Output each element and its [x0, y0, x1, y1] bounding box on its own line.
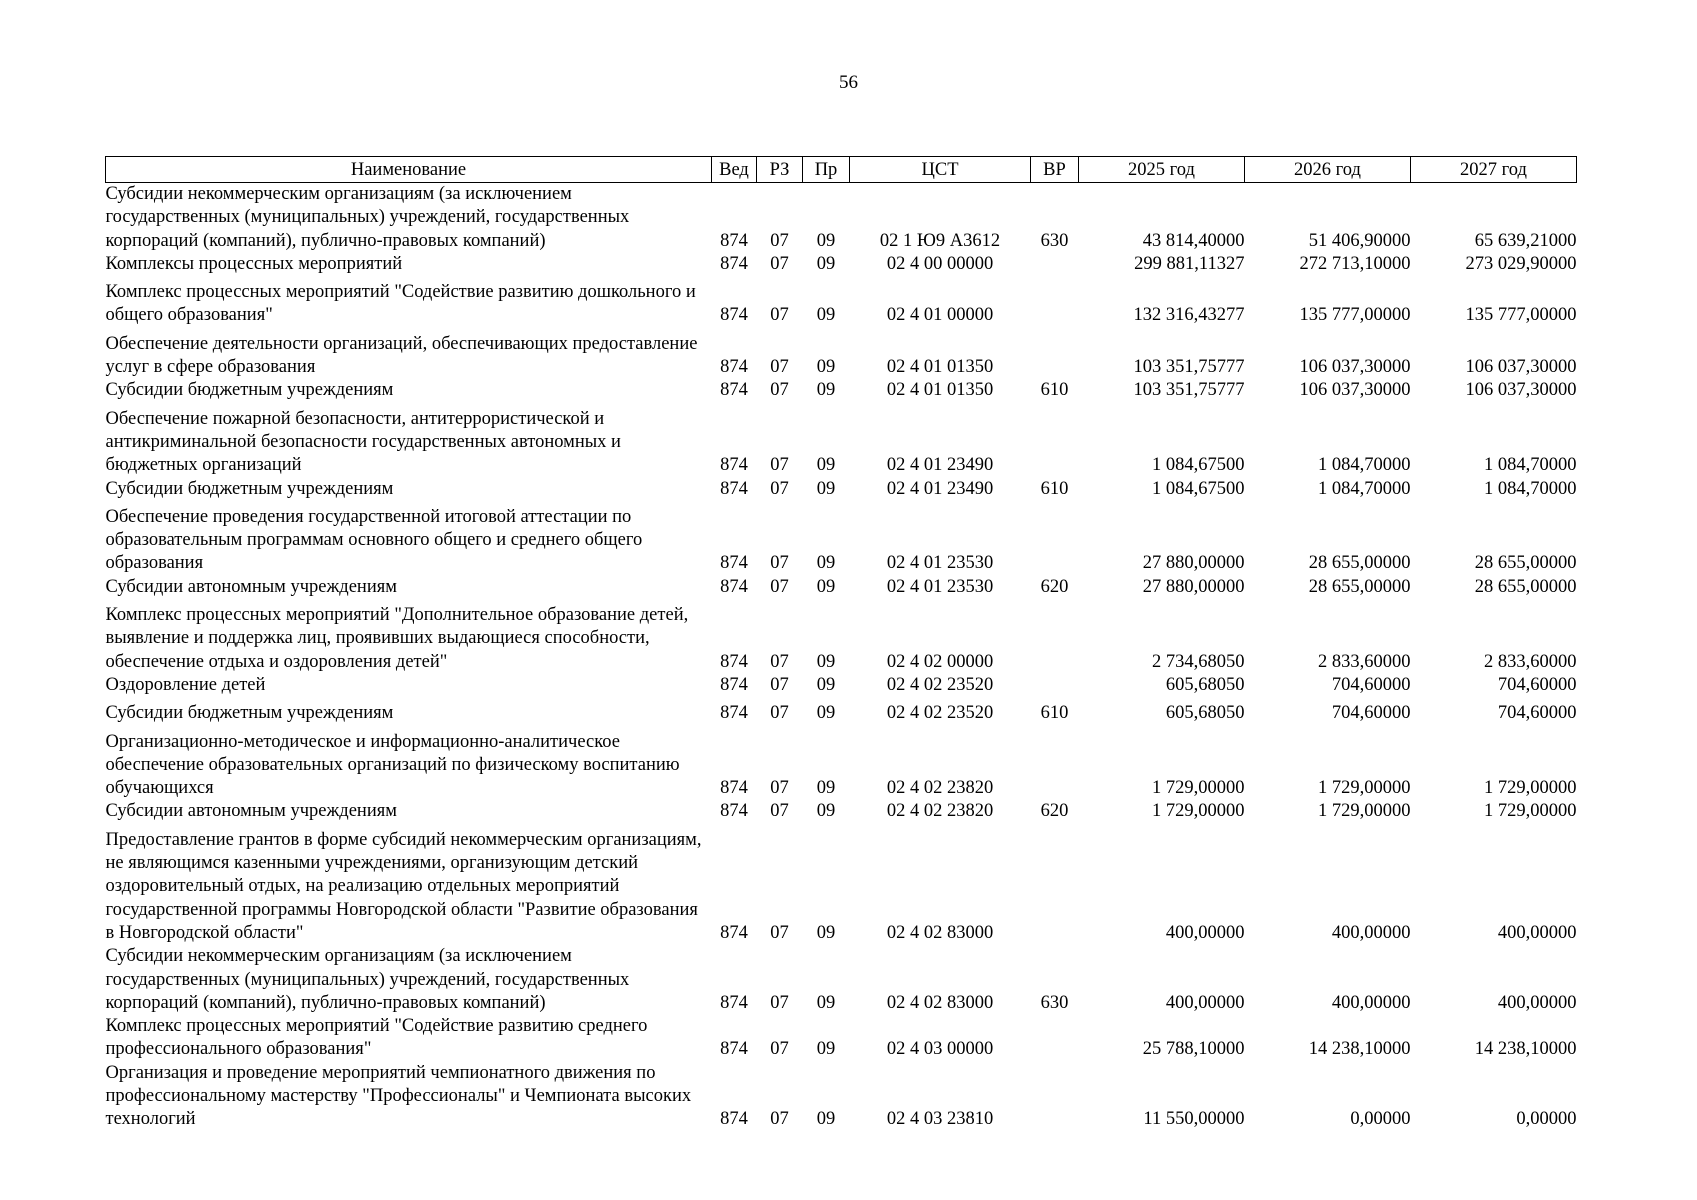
row-vr — [1031, 824, 1079, 945]
row-rz: 07 — [770, 1109, 789, 1130]
row-name: Комплекс процессных мероприятий "Дополнительное образование детей, выявление и поддержка лиц, проявивших выдающиеся способности, обеспечение отдыха и оздоровления детей" — [105, 605, 689, 672]
table-row — [106, 253, 1577, 276]
row-pr: 09 — [816, 553, 836, 574]
header-rz: РЗ — [757, 157, 803, 183]
row-name: Комплекс процессных мероприятий "Содействие развитию дошкольного и общего образования" — [105, 282, 696, 326]
row-2026: 135 777,00000 — [1299, 305, 1411, 326]
row-2027: 1 084,70000 — [1484, 455, 1577, 476]
row-cst: 02 4 02 23820 — [886, 801, 994, 822]
row-rz: 07 — [770, 553, 789, 574]
row-vr — [1031, 328, 1079, 380]
row-2027: 1 729,00000 — [1484, 801, 1577, 822]
row-pr: 09 — [816, 230, 836, 251]
row-vr — [1031, 674, 1079, 697]
row-2025: 1 084,67500 — [1152, 478, 1245, 499]
row-2026: 1 084,70000 — [1318, 478, 1411, 499]
table-row — [106, 501, 1577, 576]
row-rz: 07 — [770, 1039, 789, 1060]
row-2026: 106 037,30000 — [1299, 380, 1411, 401]
row-ved: 874 — [720, 576, 748, 597]
row-pr: 09 — [816, 380, 836, 401]
row-name: Субсидии автономным учреждениям — [105, 576, 397, 597]
row-2025: 2 734,68050 — [1152, 651, 1245, 672]
row-pr: 09 — [816, 455, 836, 476]
row-2025: 27 880,00000 — [1142, 553, 1245, 574]
row-2025: 605,68050 — [1165, 703, 1245, 724]
row-2025: 25 788,10000 — [1142, 1039, 1245, 1060]
header-2027: 2027 год — [1411, 157, 1577, 183]
row-cst: 02 4 01 23530 — [886, 553, 994, 574]
row-name: Субсидии бюджетным учреждениям — [105, 380, 394, 401]
row-2027: 400,00000 — [1497, 992, 1577, 1013]
row-vr: 620 — [1040, 801, 1069, 822]
row-vr: 630 — [1040, 992, 1069, 1013]
row-name: Субсидии бюджетным учреждениям — [105, 478, 394, 499]
row-pr: 09 — [816, 305, 836, 326]
row-rz: 07 — [770, 992, 789, 1013]
row-cst: 02 1 Ю9 А3612 — [879, 230, 1001, 251]
row-pr: 09 — [816, 576, 836, 597]
table-row — [106, 800, 1577, 823]
row-2026: 400,00000 — [1331, 992, 1411, 1013]
row-2027: 704,60000 — [1497, 703, 1577, 724]
table-row — [106, 576, 1577, 599]
table-row — [106, 379, 1577, 402]
row-2026: 106 037,30000 — [1299, 357, 1411, 378]
table-row — [106, 1015, 1577, 1062]
table-row — [106, 183, 1577, 253]
row-cst: 02 4 02 23820 — [886, 778, 994, 799]
row-rz: 07 — [770, 380, 789, 401]
row-2025: 11 550,00000 — [1143, 1109, 1245, 1130]
row-pr: 09 — [816, 674, 836, 695]
row-rz: 07 — [770, 305, 789, 326]
row-cst: 02 4 02 00000 — [886, 651, 994, 672]
table-row — [106, 276, 1577, 328]
row-2026: 28 655,00000 — [1308, 553, 1411, 574]
row-2027: 135 777,00000 — [1465, 305, 1577, 326]
row-ved: 874 — [720, 922, 748, 943]
row-2027: 28 655,00000 — [1474, 553, 1577, 574]
row-pr: 09 — [816, 703, 836, 724]
header-vr: ВР — [1031, 157, 1079, 183]
row-ved: 874 — [720, 380, 748, 401]
row-name: Оздоровление детей — [105, 674, 266, 695]
row-vr — [1031, 1015, 1079, 1062]
row-vr: 620 — [1040, 576, 1069, 597]
header-ved: Вед — [712, 157, 757, 183]
row-2027: 0,00000 — [1516, 1109, 1577, 1130]
row-rz: 07 — [770, 357, 789, 378]
header-name: Наименование — [106, 157, 712, 183]
row-vr — [1031, 599, 1079, 674]
row-rz: 07 — [770, 455, 789, 476]
row-2027: 273 029,90000 — [1465, 253, 1577, 274]
row-2025: 43 814,40000 — [1142, 230, 1245, 251]
row-vr: 630 — [1040, 230, 1069, 251]
row-vr — [1031, 726, 1079, 801]
row-name: Комплексы процессных мероприятий — [105, 253, 403, 274]
row-2025: 1 729,00000 — [1152, 801, 1245, 822]
row-pr: 09 — [816, 801, 836, 822]
header-pr: Пр — [803, 157, 850, 183]
row-2026: 1 729,00000 — [1318, 801, 1411, 822]
row-vr — [1031, 253, 1079, 276]
row-vr: 610 — [1040, 703, 1069, 724]
row-2026: 2 833,60000 — [1318, 651, 1411, 672]
row-ved: 874 — [720, 651, 748, 672]
row-2026: 1 084,70000 — [1318, 455, 1411, 476]
row-ved: 874 — [720, 801, 748, 822]
row-ved: 874 — [720, 230, 748, 251]
row-vr: 610 — [1040, 478, 1069, 499]
row-name: Организация и проведение мероприятий чемпионатного движения по профессиональному мастерству "Профессионалы" и Чемпионата высоких технологий — [105, 1062, 692, 1130]
row-2025: 1 729,00000 — [1152, 778, 1245, 799]
row-2026: 400,00000 — [1331, 922, 1411, 943]
row-rz: 07 — [770, 651, 789, 672]
row-cst: 02 4 03 23810 — [886, 1109, 994, 1130]
row-name: Предоставление грантов в форме субсидий некоммерческим организациям, не являющимся казенными учреждениями, организующим детский оздоровительный отдых, на реализацию отдельных мероприятий государственной программы Новгородской области "Развитие образования в Новгородской области" — [105, 829, 702, 943]
row-name: Субсидии бюджетным учреждениям — [105, 703, 394, 724]
header-cst: ЦСТ — [850, 157, 1031, 183]
row-rz: 07 — [770, 576, 789, 597]
table-body — [106, 183, 1577, 1132]
row-vr: 610 — [1040, 380, 1069, 401]
row-cst: 02 4 00 00000 — [886, 253, 994, 274]
row-vr — [1031, 276, 1079, 328]
row-vr — [1031, 403, 1079, 478]
row-2027: 400,00000 — [1497, 922, 1577, 943]
row-ved: 874 — [720, 1039, 748, 1060]
row-cst: 02 4 02 23520 — [886, 703, 994, 724]
row-2026: 704,60000 — [1331, 703, 1411, 724]
row-2026: 0,00000 — [1350, 1109, 1411, 1130]
row-ved: 874 — [720, 478, 748, 499]
row-cst: 02 4 02 23520 — [886, 674, 994, 695]
row-2025: 103 351,75777 — [1133, 357, 1245, 378]
row-pr: 09 — [816, 478, 836, 499]
row-pr: 09 — [816, 1039, 836, 1060]
row-name: Организационно-методическое и информационно-аналитическое обеспечение образовательных организаций по физическому воспитанию обучающихся — [105, 731, 680, 799]
header-2026: 2026 год — [1245, 157, 1411, 183]
row-2027: 106 037,30000 — [1465, 357, 1577, 378]
row-cst: 02 4 01 00000 — [886, 305, 994, 326]
row-2025: 605,68050 — [1165, 674, 1245, 695]
row-rz: 07 — [770, 253, 789, 274]
row-vr — [1031, 501, 1079, 576]
row-cst: 02 4 01 23530 — [886, 576, 994, 597]
row-2026: 1 729,00000 — [1318, 778, 1411, 799]
row-ved: 874 — [720, 778, 748, 799]
row-2025: 400,00000 — [1165, 992, 1245, 1013]
row-ved: 874 — [720, 305, 748, 326]
page-number: 56 — [839, 72, 858, 93]
row-2025: 1 084,67500 — [1152, 455, 1245, 476]
row-rz: 07 — [770, 674, 789, 695]
row-2027: 65 639,21000 — [1474, 230, 1577, 251]
row-2025: 27 880,00000 — [1142, 576, 1245, 597]
row-name: Обеспечение проведения государственной итоговой аттестации по образовательным программам основного общего и среднего общего образования — [105, 506, 643, 574]
row-name: Комплекс процессных мероприятий "Содействие развитию среднего профессионального образования" — [105, 1016, 648, 1060]
row-rz: 07 — [770, 478, 789, 499]
row-cst: 02 4 01 01350 — [886, 380, 994, 401]
row-rz: 07 — [770, 801, 789, 822]
row-2027: 704,60000 — [1497, 674, 1577, 695]
table-row — [106, 945, 1577, 1015]
table-row — [106, 599, 1577, 674]
row-2026: 704,60000 — [1331, 674, 1411, 695]
row-ved: 874 — [720, 703, 748, 724]
row-rz: 07 — [770, 922, 789, 943]
header-2025: 2025 год — [1079, 157, 1245, 183]
row-cst: 02 4 01 01350 — [886, 357, 994, 378]
row-pr: 09 — [816, 253, 836, 274]
table-row — [106, 824, 1577, 945]
row-cst: 02 4 01 23490 — [886, 455, 994, 476]
budget-table — [105, 156, 1577, 1132]
row-ved: 874 — [720, 1109, 748, 1130]
row-2025: 400,00000 — [1165, 922, 1245, 943]
row-ved: 874 — [720, 553, 748, 574]
row-pr: 09 — [816, 778, 836, 799]
table-row — [106, 1062, 1577, 1132]
row-2027: 2 833,60000 — [1484, 651, 1577, 672]
row-cst: 02 4 02 83000 — [886, 992, 994, 1013]
row-name: Субсидии автономным учреждениям — [105, 801, 397, 822]
row-cst: 02 4 01 23490 — [886, 478, 994, 499]
row-pr: 09 — [816, 992, 836, 1013]
row-pr: 09 — [816, 651, 836, 672]
table-row — [106, 674, 1577, 697]
row-ved: 874 — [720, 253, 748, 274]
row-ved: 874 — [720, 674, 748, 695]
row-2027: 1 084,70000 — [1484, 478, 1577, 499]
row-ved: 874 — [720, 992, 748, 1013]
row-cst: 02 4 02 83000 — [886, 922, 994, 943]
row-ved: 874 — [720, 357, 748, 378]
row-cst: 02 4 03 00000 — [886, 1039, 994, 1060]
row-name: Субсидии некоммерческим организациям (за исключением государственных (муниципальных) учреждений, государственных корпораций (компаний), публично-правовых компаний) — [105, 946, 630, 1013]
header-row — [106, 157, 1577, 183]
table-row — [106, 403, 1577, 478]
row-2026: 272 713,10000 — [1299, 253, 1411, 274]
table-row — [106, 697, 1577, 725]
row-2027: 28 655,00000 — [1474, 576, 1577, 597]
row-2025: 132 316,43277 — [1133, 305, 1245, 326]
row-2025: 103 351,75777 — [1133, 380, 1245, 401]
row-pr: 09 — [816, 922, 836, 943]
row-name: Субсидии некоммерческим организациям (за исключением государственных (муниципальных) учреждений, государственных корпораций (компаний), публично-правовых компаний) — [105, 184, 630, 251]
row-2026: 14 238,10000 — [1308, 1039, 1411, 1060]
row-2027: 1 729,00000 — [1484, 778, 1577, 799]
row-2027: 106 037,30000 — [1465, 380, 1577, 401]
row-ved: 874 — [720, 455, 748, 476]
table-row — [106, 328, 1577, 380]
table-row — [106, 478, 1577, 501]
row-pr: 09 — [816, 357, 836, 378]
row-rz: 07 — [770, 230, 789, 251]
table-row — [106, 726, 1577, 801]
row-name: Обеспечение деятельности организаций, обеспечивающих предоставление услуг в сфере образования — [105, 333, 698, 378]
row-name: Обеспечение пожарной безопасности, антитеррористической и антикриминальной безопасности государственных автономных и бюджетных организаций — [105, 408, 621, 476]
row-rz: 07 — [770, 703, 789, 724]
row-vr — [1031, 1062, 1079, 1132]
row-2025: 299 881,11327 — [1134, 253, 1245, 274]
row-2026: 28 655,00000 — [1308, 576, 1411, 597]
row-rz: 07 — [770, 778, 789, 799]
row-pr: 09 — [816, 1109, 836, 1130]
row-2027: 14 238,10000 — [1474, 1039, 1577, 1060]
row-2026: 51 406,90000 — [1308, 230, 1411, 251]
